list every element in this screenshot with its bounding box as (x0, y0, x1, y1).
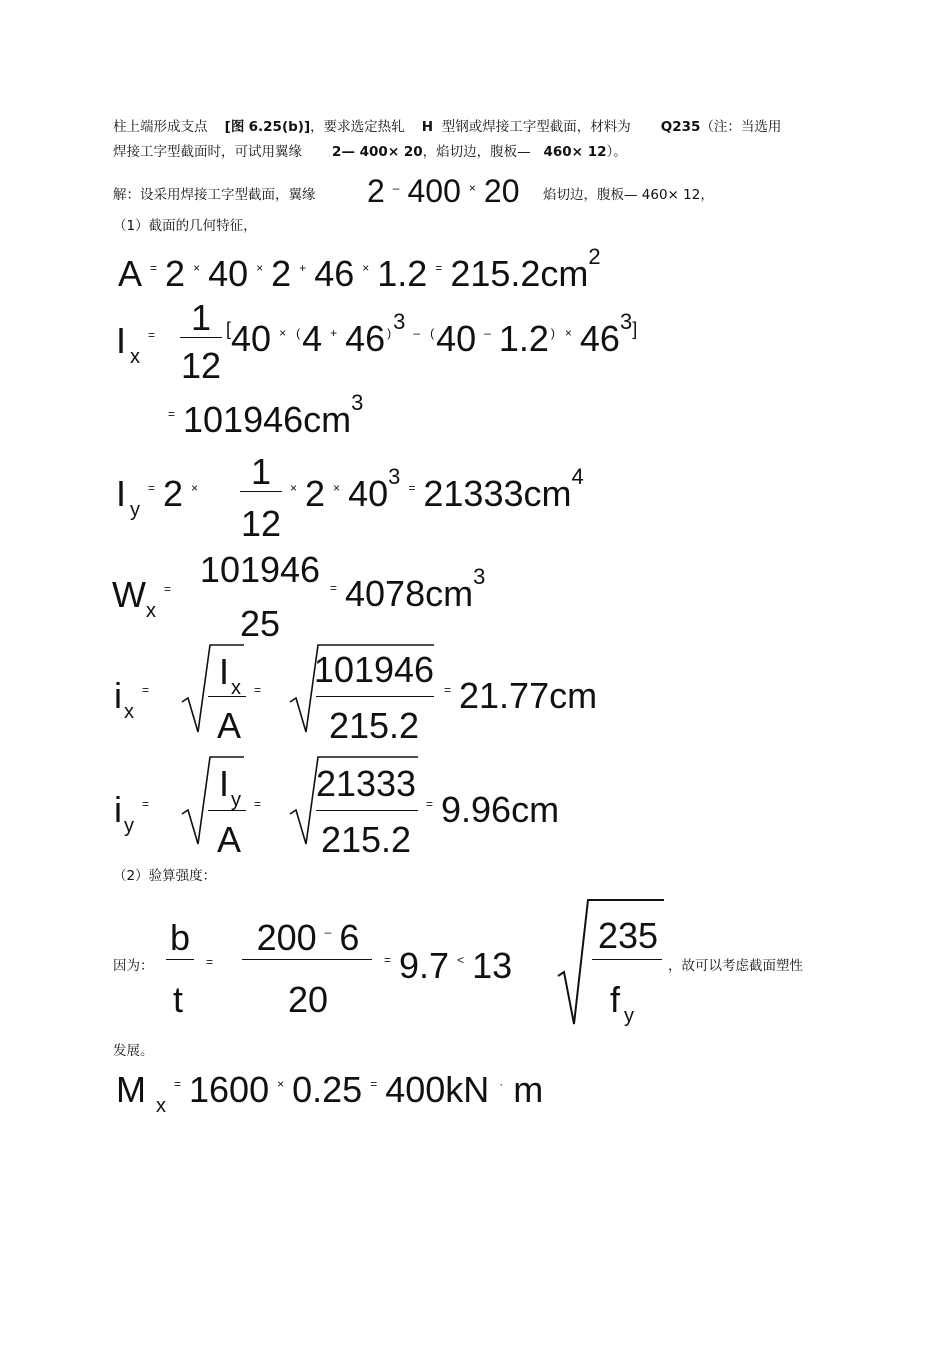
iy-den2: 215.2 (320, 819, 412, 860)
conclusion-text-2: 发展。 (113, 1043, 154, 1059)
ix-result: = 21.77cm (444, 675, 598, 716)
bt-rden: f $_y$ (609, 979, 634, 1027)
formula-area: A = 2 × 40 × 2 + 46 × 1.2 = $215.2cm^2$ (118, 244, 601, 294)
bt-bar2 (242, 959, 372, 960)
bt-num1: b (169, 917, 191, 958)
intro-line-1: 柱上端形成支点 [图 6.25(b)]，要求选定热轧 H 型钢或焊接工字型截面，材料为 Q235（注：当选用 (113, 119, 782, 135)
wx-frac-den: 25 (239, 603, 281, 644)
formula-iy-radius-lhs: i $_y$= (114, 789, 150, 837)
iy-num1: I $_y$ (218, 763, 241, 811)
bt-rbar (592, 959, 662, 960)
formula-ix-lhs: I $_x$= (116, 320, 156, 368)
ix-frac-num: 1 (190, 297, 212, 338)
section-1-heading: （1）截面的几何特征， (113, 218, 257, 234)
iy-num2: 21333 (315, 763, 417, 804)
iy-bar1 (208, 810, 246, 811)
formula-wx-lhs: $W_x^=$ (112, 574, 171, 622)
ix-eq1: = (254, 683, 262, 697)
wx-frac-num: 101946 (199, 549, 321, 590)
iy-frac-num: 1 (250, 451, 272, 492)
iy-result: = 9.96cm (426, 789, 560, 830)
bt-bar1 (166, 959, 194, 960)
formula-ix-body: [40 × (4 + 46 $^{)3}$ – (40 – 1.2 ) × $46^{3]}$ (226, 309, 638, 359)
ix-den1: A (216, 705, 241, 746)
formula-wx-result: = $4078cm^3$ (330, 564, 486, 614)
because-label: 因为： (113, 958, 154, 974)
ix-frac-bar (180, 337, 222, 338)
formula-ix-radius-lhs: i $_x$= (114, 675, 150, 723)
bt-eq1: = (206, 955, 214, 969)
formula-mx: M $_x$= 1600 × 0.25 = 400kN · m (116, 1069, 544, 1117)
conclusion-text: ，故可以考虑截面塑性 (668, 958, 803, 974)
bt-den1: t (172, 979, 183, 1020)
section-2-heading: （2）验算强度： (113, 868, 217, 884)
formula-iy-lhs: I $_y$= 2 × (116, 473, 199, 521)
intro-line-2: 焊接工字型截面时，可试用翼缘 2— 400× 20，焰切边，腹板— 460× 12）。 (113, 144, 627, 160)
ix-num2: 101946 (313, 649, 435, 690)
iy-frac-bar (240, 491, 282, 492)
iy-eq1: = (254, 797, 262, 811)
iy-bar2 (316, 810, 418, 811)
solution-tail: 焰切边，腹板— 460× 12， (543, 187, 714, 203)
bt-num2: 200 – 6 (256, 917, 360, 958)
ix-bar2 (316, 696, 434, 697)
ix-bar1 (208, 696, 246, 697)
flange-spec: 2 – 400 × 20 (367, 173, 520, 209)
bt-rnum: 235 (597, 915, 659, 956)
bt-value: = 9.7 < 13 (384, 945, 513, 986)
ix-den2: 215.2 (328, 705, 420, 746)
ix-num1: I $_x$ (218, 651, 241, 699)
iy-frac-den: 12 (240, 503, 282, 544)
bt-den2: 20 (287, 979, 329, 1020)
iy-den1: A (216, 819, 241, 860)
solution-lead: 解：设采用焊接工字型截面，翼缘 (113, 187, 316, 203)
formula-iy-body: × 2 × $40^3$ = $21333cm^4$ (290, 464, 584, 514)
ix-frac-den: 12 (180, 345, 222, 386)
formula-ix-result: = $101946cm^3$ (168, 390, 364, 440)
